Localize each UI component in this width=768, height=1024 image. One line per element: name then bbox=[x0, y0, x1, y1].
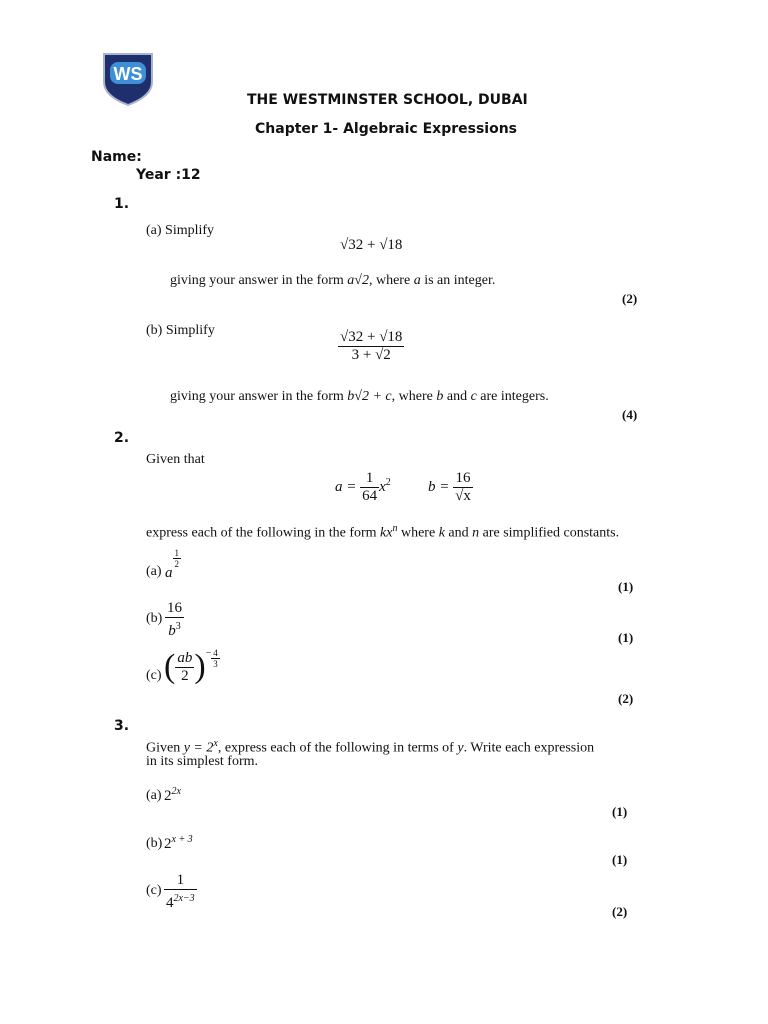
q3c-expression: $\frac{1}{4^{2x-3}}$ bbox=[166, 872, 195, 911]
year-label: Year :12 bbox=[136, 167, 201, 183]
school-crest-icon bbox=[102, 52, 154, 106]
q1b-instruction: giving your answer in the form b√2 + c, where b and c are integers. bbox=[170, 389, 549, 404]
q2b-label: (b) bbox=[146, 611, 163, 626]
q3c-label: (c) bbox=[146, 883, 162, 898]
q3b-marks: (1) bbox=[612, 852, 628, 867]
q2-a-definition: a = $\frac{1}{64}$ $x^2$ bbox=[335, 470, 391, 504]
q1b-fraction: $\frac{√32 + √18}{3 + √2}$ bbox=[340, 329, 403, 363]
school-logo bbox=[102, 52, 154, 106]
q3-line1: Given $y = 2^x$, express each of the following in terms of y. Write each expression bbox=[146, 738, 595, 756]
q3b-label: (b) bbox=[146, 836, 163, 851]
question-3-number: 3. bbox=[114, 718, 130, 734]
school-title: THE WESTMINSTER SCHOOL, DUBAI bbox=[247, 92, 528, 108]
q3b-expression: $2^{x + 3}$ bbox=[164, 834, 193, 852]
q2c-label: (c) bbox=[146, 668, 162, 683]
q2a-marks: (1) bbox=[618, 579, 634, 594]
q1a-marks: (2) bbox=[622, 291, 638, 306]
q2-given: Given that bbox=[146, 452, 205, 467]
q1a-label: (a) Simplify bbox=[146, 223, 215, 238]
name-label: Name: bbox=[91, 149, 142, 165]
q2-b-definition: b = $\frac{16}{√x}$ bbox=[428, 470, 471, 504]
q1a-instruction: giving your answer in the form a√2, where a is an integer. bbox=[170, 273, 496, 288]
q3c-marks: (2) bbox=[612, 904, 628, 919]
q2a-label: (a) bbox=[146, 564, 162, 579]
q1b-label: (b) Simplify bbox=[146, 323, 215, 338]
q3-line2: in its simplest form. bbox=[146, 754, 258, 769]
q2b-marks: (1) bbox=[618, 630, 634, 645]
chapter-title: Chapter 1- Algebraic Expressions bbox=[255, 121, 517, 137]
q1a-expression: √32 + √18 bbox=[340, 237, 403, 253]
q2c-marks: (2) bbox=[618, 691, 634, 706]
q2b-expression: $\frac{16}{b^3}$ bbox=[167, 600, 182, 639]
question-2-number: 2. bbox=[114, 430, 130, 446]
q2c-expression: ( $\frac{ab}{2}$ )− $\frac{4}{3}$ bbox=[164, 648, 218, 685]
q1b-marks: (4) bbox=[622, 407, 638, 422]
q2a-expression: a $\frac{1}{2}$ bbox=[165, 548, 179, 581]
logo-text: WS bbox=[113, 64, 143, 84]
q3a-label: (a) bbox=[146, 788, 162, 803]
q3a-expression: $2^{2x}$ bbox=[164, 786, 181, 804]
q2-instruction: express each of the following in the form $kx^n$ where k and n are simplified constants. bbox=[146, 523, 620, 541]
question-1-number: 1. bbox=[114, 196, 130, 212]
q3a-marks: (1) bbox=[612, 804, 628, 819]
